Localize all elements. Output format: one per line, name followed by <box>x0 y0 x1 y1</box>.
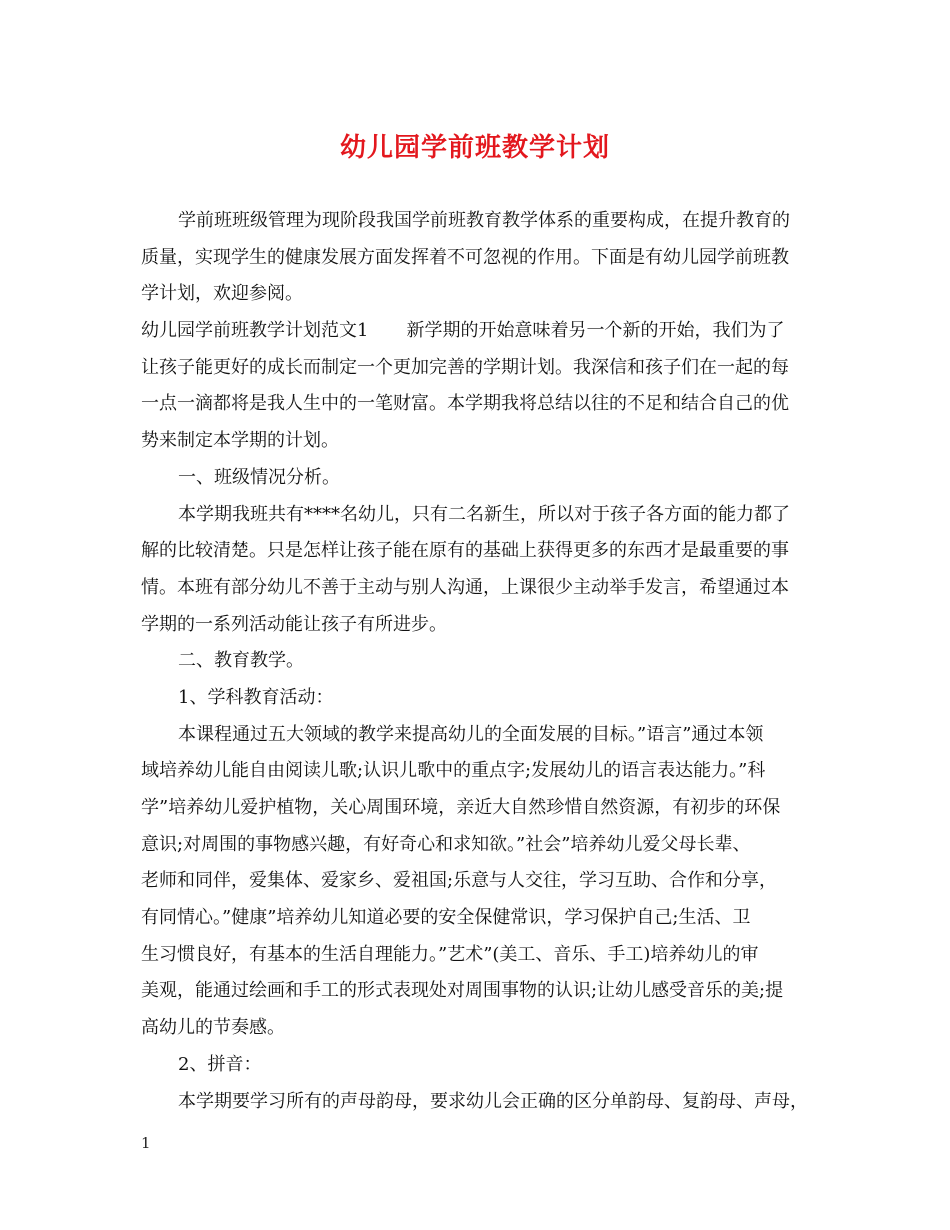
text-line: 学计划，欢迎参阅。 <box>141 283 303 305</box>
text-line: 质量，实现学生的健康发展方面发挥着不可忽视的作用。下面是有幼儿园学前班教 <box>141 246 789 268</box>
text-line: 美观，能通过绘画和手工的形式表现处对周围事物的认识;让幼儿感受音乐的美;提 <box>141 980 784 1002</box>
subsection-heading: 1、学科教育活动： <box>178 686 334 708</box>
text-line: 势来制定本学期的计划。 <box>141 430 339 452</box>
subsection-heading: 2、拼音： <box>178 1053 262 1075</box>
text-line: 意识;对周围的事物感兴趣，有好奇心和求知欲。”社会”培养幼儿爱父母长辈、 <box>141 833 751 855</box>
text-line: 学前班班级管理为现阶段我国学前班教育教学体系的重要构成，在提升教育的 <box>178 210 790 231</box>
sample-intro: 新学期的开始意味着另一个新的开始，我们为了 <box>406 320 785 342</box>
document-body <box>141 203 821 1120</box>
text-line: 本学期要学习所有的声母韵母，要求幼儿会正确的区分单韵母、复韵母、声母， <box>178 1090 808 1112</box>
text-line: 生习惯良好，有基本的生活自理能力。”艺术”(美工、音乐、手工)培养幼儿的审 <box>141 943 759 965</box>
text-line: 有同情心。”健康”培养幼儿知道必要的安全保健常识，学习保护自己;生活、卫 <box>141 907 751 929</box>
text-line: 域培养幼儿能自由阅读儿歌;认识儿歌中的重点字;发展幼儿的语言表达能力。”科 <box>141 760 766 782</box>
section-heading: 二、教育教学。 <box>178 650 304 672</box>
text-line: 解的比较清楚。只是怎样让孩子能在原有的基础上获得更多的东西才是最重要的事 <box>141 540 789 562</box>
text-line: 高幼儿的节奏感。 <box>141 1017 285 1039</box>
page-number: 1 <box>141 1134 151 1152</box>
sample-heading: 幼儿园学前班教学计划范文1 <box>141 320 369 342</box>
text-line: 一点一滴都将是我人生中的一笔财富。本学期我将总结以往的不足和结合自己的优 <box>141 393 789 415</box>
text-line: 本课程通过五大领域的教学来提高幼儿的全面发展的目标。”语言”通过本领 <box>178 723 764 745</box>
document-title: 幼儿园学前班教学计划 <box>339 133 610 163</box>
text-line-with-heading <box>141 313 821 350</box>
text-line: 老师和同伴，爱集体、爱家乡、爱祖国;乐意与人交往，学习互助、合作和分享， <box>141 870 778 892</box>
text-line: 让孩子能更好的成长而制定一个更加完善的学期计划。我深信和孩子们在一起的每 <box>141 356 789 378</box>
text-line: 学期的一系列活动能让孩子有所进步。 <box>141 613 447 635</box>
section-heading: 一、班级情况分析。 <box>178 466 340 488</box>
text-line: 本学期我班共有****名幼儿，只有二名新生，所以对于孩子各方面的能力都了 <box>178 503 790 525</box>
text-line: 情。本班有部分幼儿不善于主动与别人沟通，上课很少主动举手发言，希望通过本 <box>141 576 789 598</box>
text-line: 学”培养幼儿爱护植物，关心周围环境，亲近大自然珍惜自然资源，有初步的环保 <box>141 797 781 818</box>
